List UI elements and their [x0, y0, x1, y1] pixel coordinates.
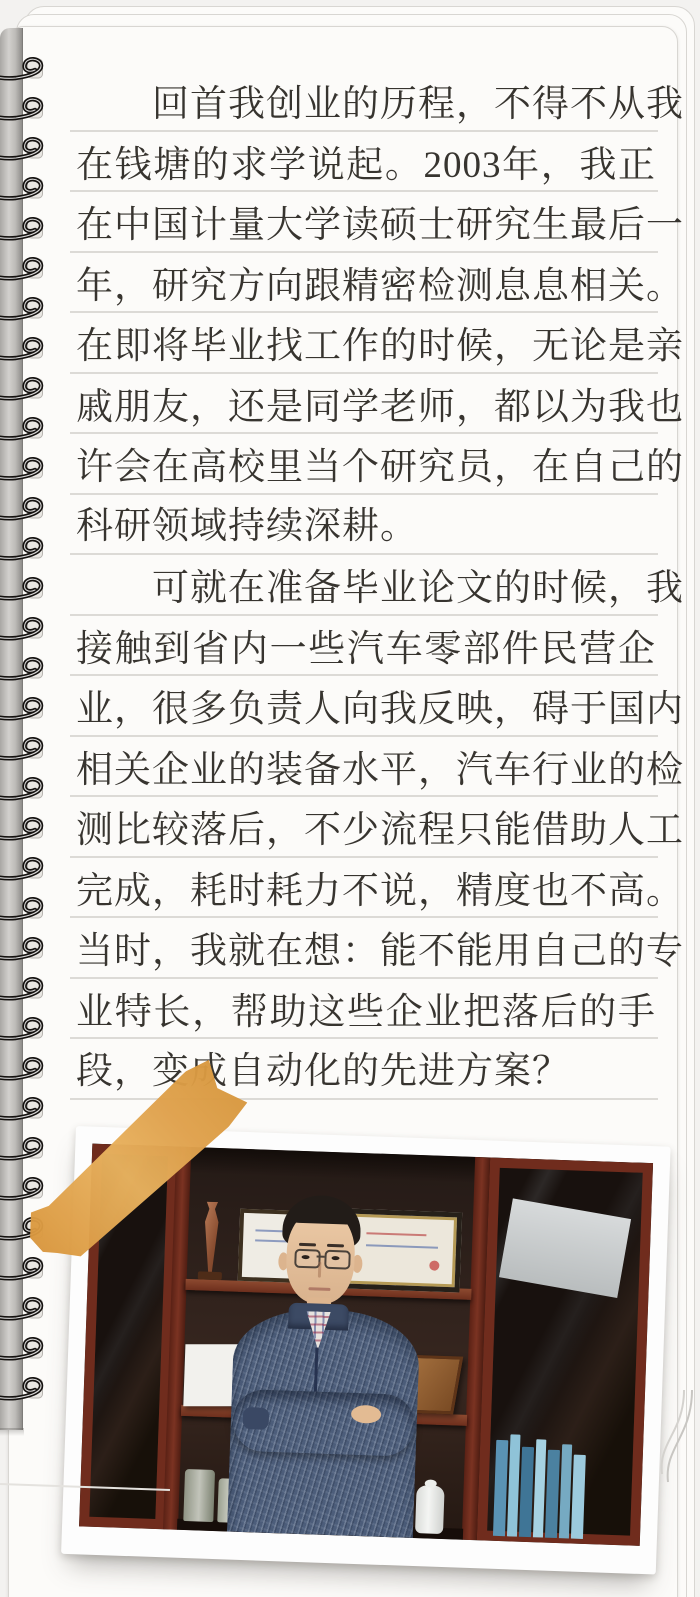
spiral-ring [0, 1056, 50, 1086]
spiral-ring [0, 456, 50, 486]
text-line: 戚朋友，还是同学老师，都以为我也 [70, 374, 658, 435]
spiral-ring [0, 576, 50, 606]
spiral-ring [0, 96, 50, 126]
spiral-ring [0, 416, 50, 446]
text-line: 年，研究方向跟精密检测息息相关。 [70, 253, 658, 314]
photo-canister [183, 1469, 215, 1522]
text-line: 当时，我就在想：能不能用自己的专 [70, 918, 658, 979]
spiral-ring [0, 376, 50, 406]
text-line: 回首我创业的历程，不得不从我 [70, 71, 658, 132]
text-line: 许会在高校里当个研究员，在自己的 [70, 434, 658, 495]
text-line: 在钱塘的求学说起。2003年，我正 [70, 132, 658, 193]
photo-porcelain-jar [415, 1485, 445, 1534]
spiral-ring [0, 536, 50, 566]
text-line: 业特长，帮助这些企业把落后的手 [70, 979, 658, 1040]
photo-book-row [489, 1428, 633, 1541]
spiral-ring [0, 136, 50, 166]
text-line: 科研领域持续深耕。 [70, 495, 658, 556]
spiral-ring [0, 1096, 50, 1126]
spiral-ring [0, 936, 50, 966]
book-spine [559, 1444, 572, 1538]
book-spine [533, 1439, 546, 1537]
text-line: 在即将毕业找工作的时候，无论是亲 [70, 313, 658, 374]
spiral-ring [0, 816, 50, 846]
photo-image [79, 1144, 653, 1546]
spiral-ring [0, 1136, 50, 1166]
book-spine [519, 1447, 534, 1537]
photo-trophy-base [198, 1271, 222, 1280]
photo-man-cuff [243, 1407, 270, 1430]
text-line: 相关企业的装备水平，汽车行业的检 [70, 737, 658, 798]
text-line: 完成，耗时耗力不说，精度也不高。 [70, 858, 658, 919]
spiral-ring [0, 296, 50, 326]
text-line: 在中国计量大学读硕士研究生最后一 [70, 192, 658, 253]
photo-trophy [196, 1201, 226, 1274]
book-spine [571, 1455, 586, 1539]
spiral-ring [0, 1296, 50, 1326]
spiral-ring [0, 56, 50, 86]
certificate-seal [429, 1260, 439, 1270]
page-corner-curl [648, 1390, 700, 1505]
spiral-ring [0, 776, 50, 806]
spine-end-shadow [0, 1428, 24, 1436]
photo-man-eyebrow [299, 1243, 316, 1247]
spiral-ring [0, 1176, 50, 1206]
handwritten-text-block [70, 71, 684, 1100]
spiral-ring [0, 496, 50, 526]
certificate-text-mark [366, 1232, 426, 1236]
certificate-text-mark [366, 1244, 438, 1249]
spiral-ring [0, 176, 50, 206]
photo-man-glasses-bridge [317, 1255, 325, 1257]
text-line: 业，很多负责人向我反映，碍于国内 [70, 676, 658, 737]
text-line: 接触到省内一些汽车零部件民营企 [70, 616, 658, 677]
photo-man-nose [318, 1262, 322, 1278]
spiral-ring [0, 856, 50, 886]
spiral-ring [0, 736, 50, 766]
photo-man-eye [331, 1256, 339, 1260]
text-line: 段，变成自动化的先进方案？ [70, 1039, 658, 1100]
spiral-ring [0, 1256, 50, 1286]
spiral-ring [0, 216, 50, 246]
spiral-ring [0, 976, 50, 1006]
spiral-ring [0, 1336, 50, 1366]
book-spine [493, 1440, 508, 1536]
text-line: 可就在准备毕业论文的时候，我 [70, 555, 658, 616]
spiral-ring [0, 896, 50, 926]
photo-man-eye [301, 1255, 309, 1259]
spiral-ring [0, 656, 50, 686]
photo-man-eyebrow [327, 1244, 344, 1248]
spiral-ring [0, 1376, 50, 1406]
book-spine [545, 1450, 560, 1538]
spiral-ring [0, 336, 50, 366]
spiral-ring [0, 256, 50, 286]
spiral-ring [0, 1016, 50, 1046]
spiral-ring [0, 616, 50, 646]
text-line: 测比较落后，不少流程只能借助人工 [70, 797, 658, 858]
spiral-ring [0, 696, 50, 726]
